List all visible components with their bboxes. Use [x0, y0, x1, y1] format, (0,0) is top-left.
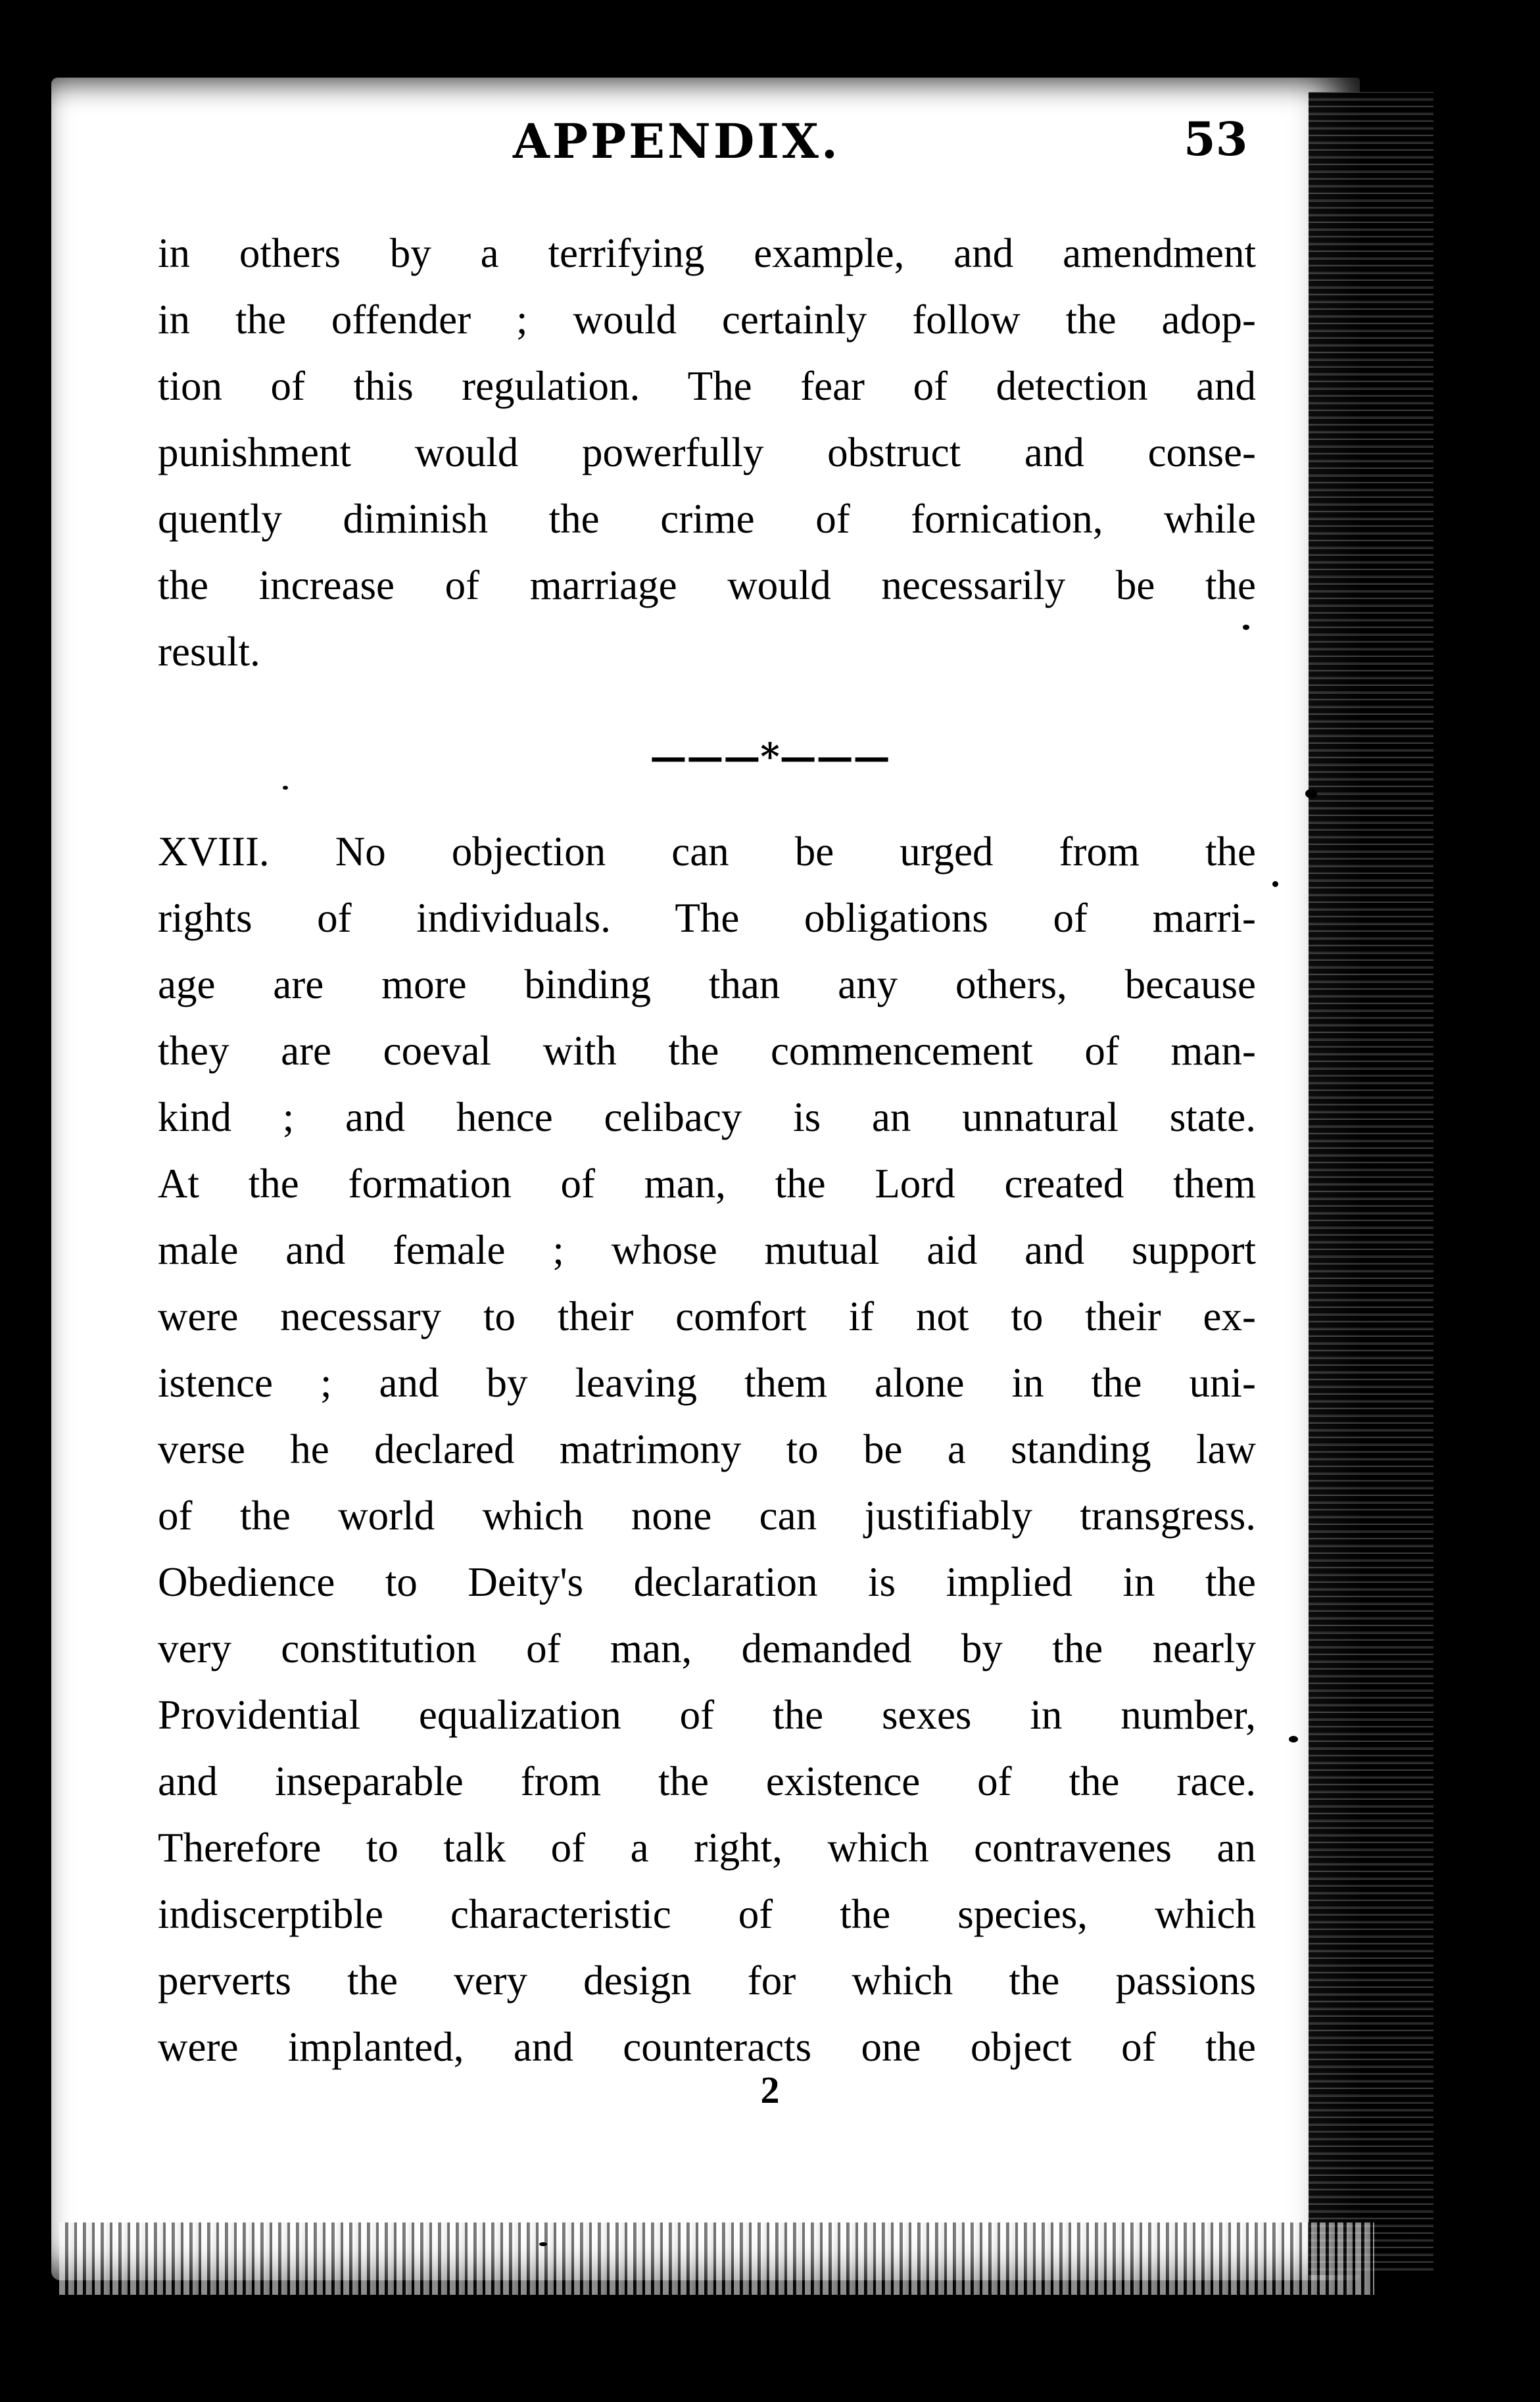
bottom-edge-noise — [59, 2222, 1374, 2295]
text-line: the increase of marriage would necessarily be the — [158, 562, 1256, 608]
scan-speck — [1289, 1736, 1298, 1742]
text-line: Providential equalization of the sexes in number, — [158, 1692, 1256, 1738]
text-line: Therefore to talk of a right, which contravenes an — [158, 1825, 1256, 1871]
text-line: istence ; and by leaving them alone in the uni- — [158, 1360, 1256, 1406]
scan-speck — [283, 786, 288, 790]
text-line: were necessary to their comfort if not to their ex- — [158, 1293, 1256, 1339]
scan-speck — [1305, 789, 1317, 798]
text-line: in others by a terrifying example, and amendment — [158, 230, 1256, 276]
text-line: age are more binding than any others, because — [158, 961, 1256, 1007]
text-line: and inseparable from the existence of the race. — [158, 1758, 1256, 1804]
text-line: rights of individuals. The obligations of marri- — [158, 895, 1256, 941]
page-edge-shadow — [1309, 92, 1433, 2275]
text-line: result. — [158, 629, 260, 675]
signature-mark: 2 — [760, 2069, 780, 2111]
page-number: 53 — [1184, 112, 1248, 166]
scan-speck — [1243, 625, 1249, 630]
text-line: At the formation of man, the Lord created them — [158, 1161, 1256, 1207]
text-line: were implanted, and counteracts one object of the — [158, 2024, 1256, 2070]
text-line: verse he declared matrimony to be a standing law — [158, 1426, 1256, 1472]
page-header — [0, 99, 1540, 178]
text-line: of the world which none can justifiably transgress. — [158, 1493, 1256, 1539]
text-line: tion of this regulation. The fear of detection and — [158, 363, 1256, 409]
scan-speck — [539, 2242, 547, 2246]
text-line: punishment would powerfully obstruct and conse- — [158, 429, 1256, 475]
text-line: XVIII. No objection can be urged from the — [158, 829, 1256, 875]
running-head: APPENDIX. — [513, 113, 840, 169]
text-line: very constitution of man, demanded by the nearly — [158, 1625, 1256, 1671]
text-line: kind ; and hence celibacy is an unnatural state. — [158, 1094, 1256, 1140]
text-line: indiscerptible characteristic of the species, which — [158, 1891, 1256, 1937]
text-line: male and female ; whose mutual aid and support — [158, 1227, 1256, 1273]
paragraph-continuation — [158, 220, 1256, 685]
text-line: in the offender ; would certainly follow the adop- — [158, 297, 1256, 343]
text-line: they are coeval with the commencement of man- — [158, 1028, 1256, 1074]
section-xviii — [158, 819, 1256, 2080]
text-line: perverts the very design for which the passions — [158, 1958, 1256, 2004]
scan-speck — [1272, 881, 1278, 887]
section-divider-ornament: ———*——— — [650, 735, 890, 779]
text-line: quently diminish the crime of fornication, while — [158, 496, 1256, 542]
text-line: Obedience to Deity's declaration is implied in the — [158, 1559, 1256, 1605]
